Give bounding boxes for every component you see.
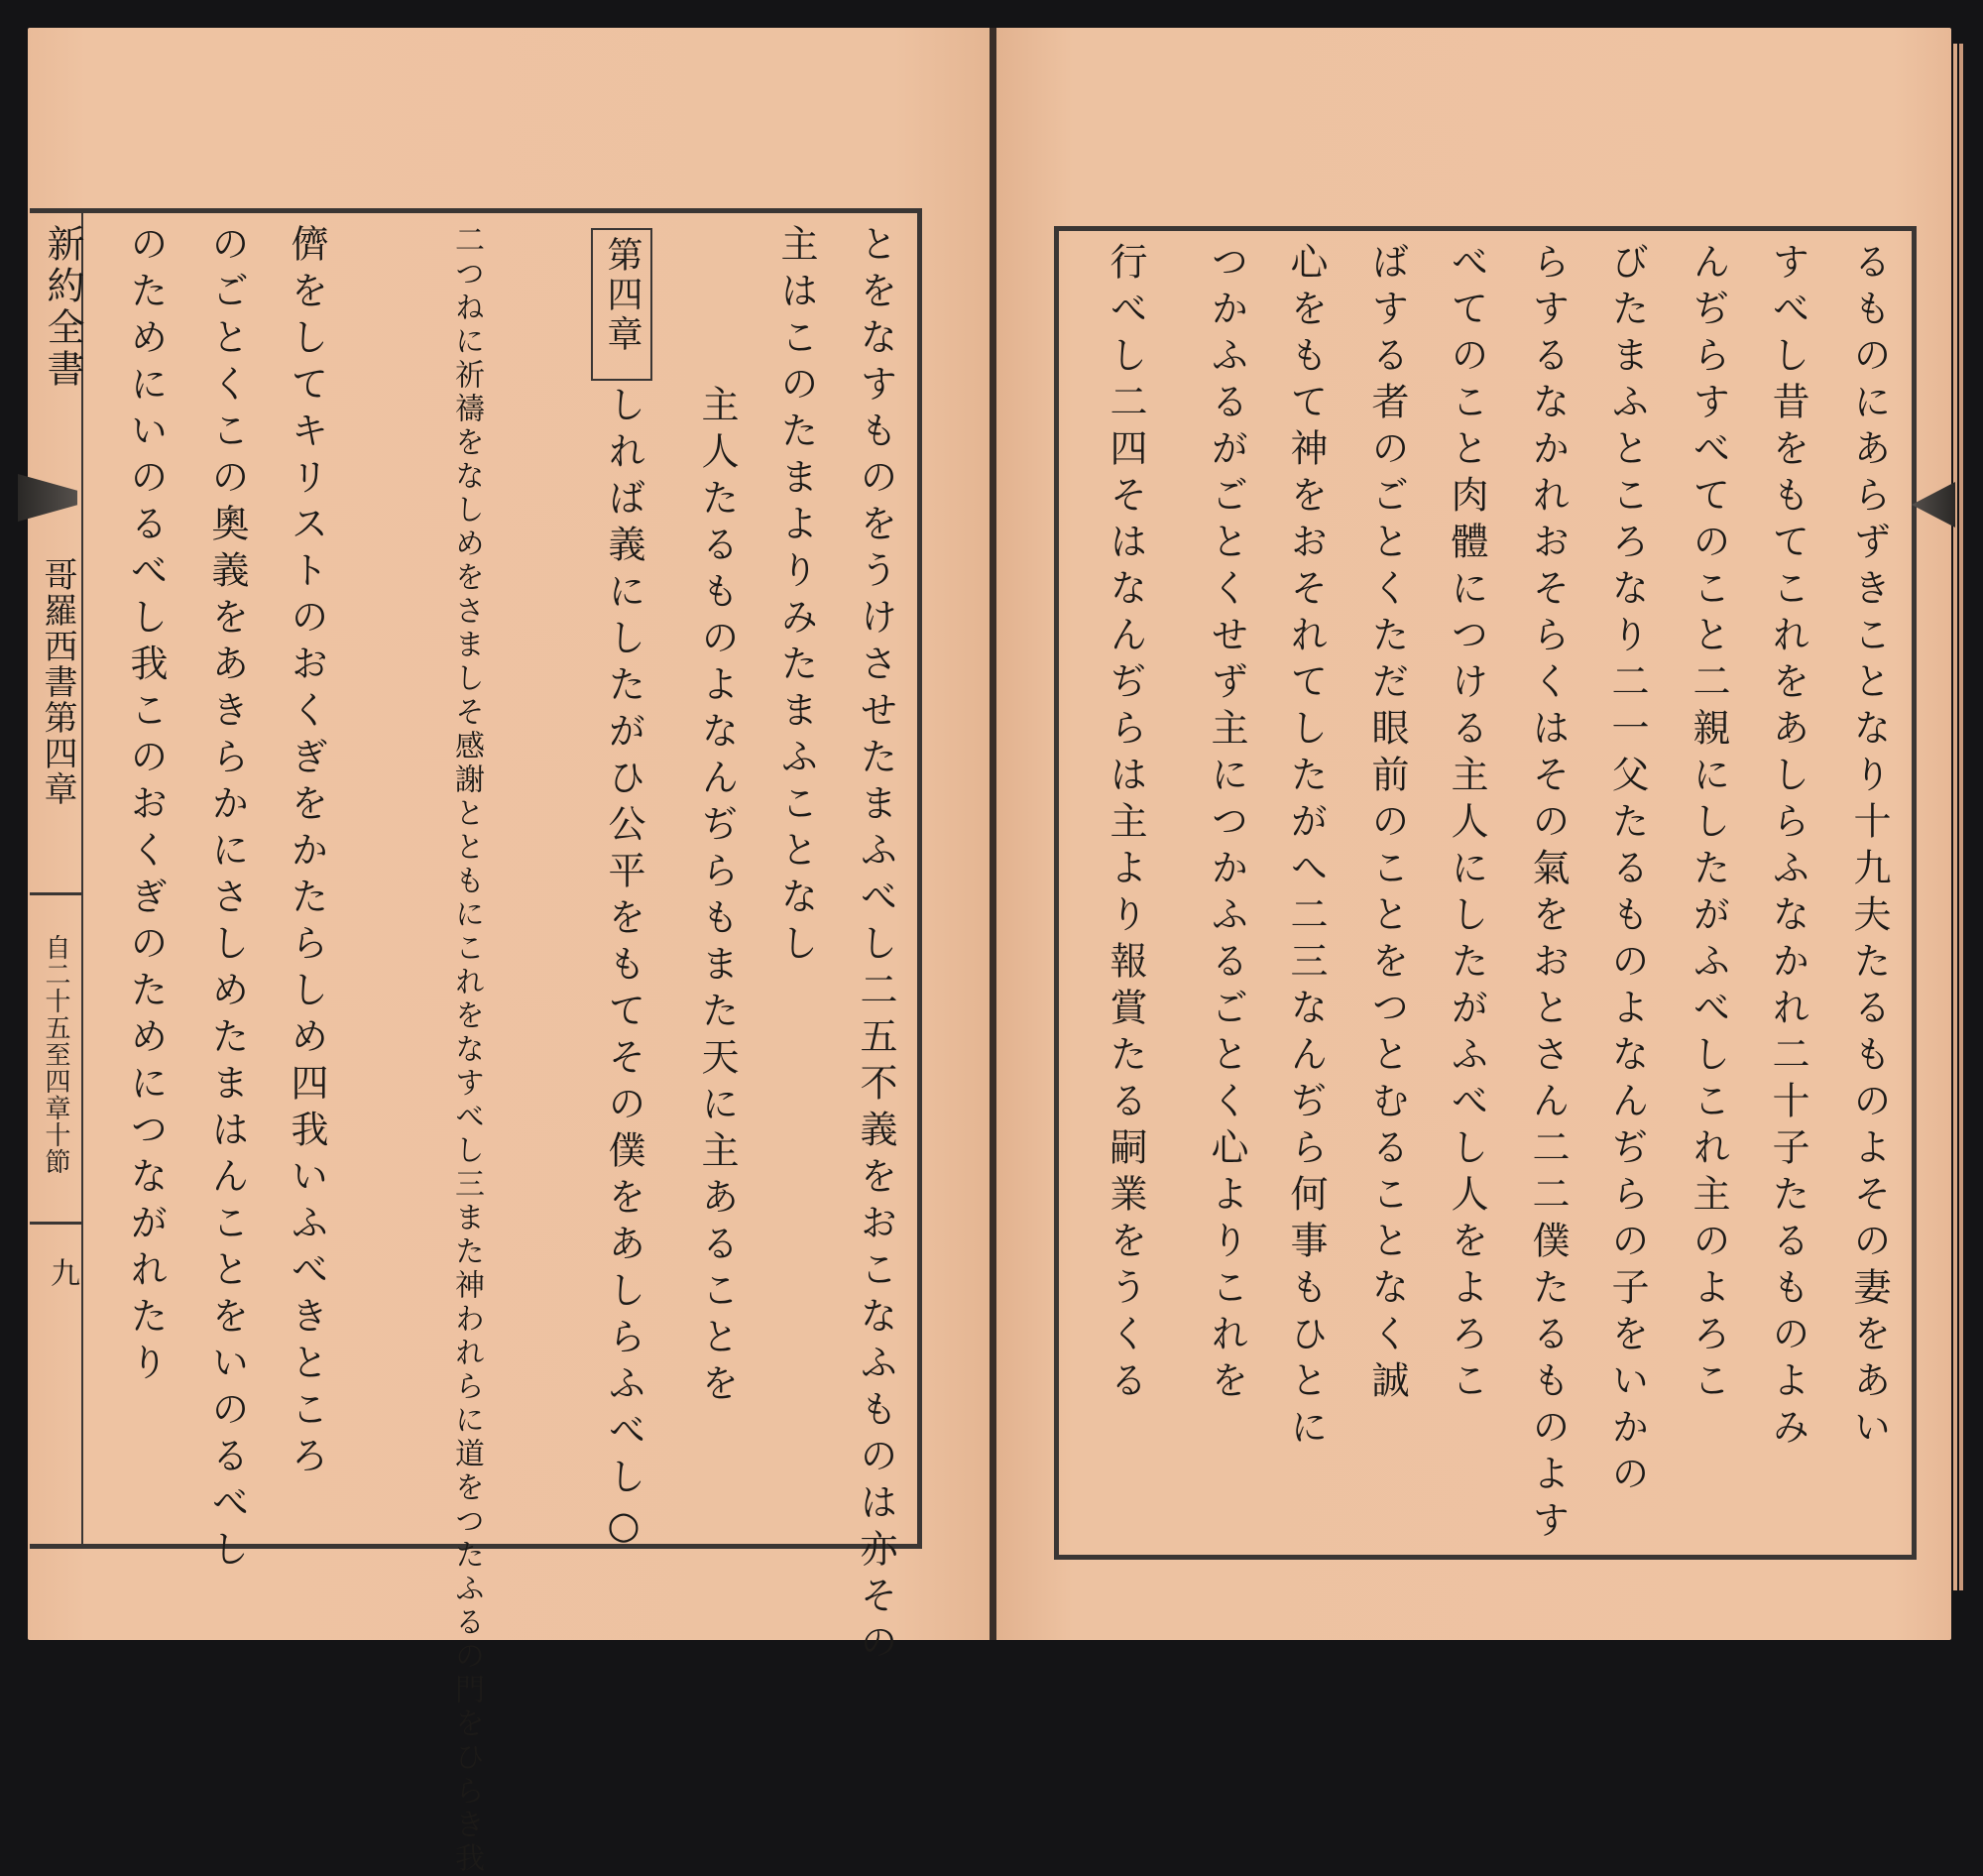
page-edge xyxy=(1953,44,1957,1590)
text-column: べてのこと肉體につける主人にしたがふべし人をよろこ xyxy=(1445,242,1488,1407)
chapter-heading: 第四章 xyxy=(602,236,642,355)
text-column: 二つねに祈禱をなしめをさましそ感謝とともにこれをなすべし三また神われらに道をつたふるの門をひらき我 xyxy=(449,224,484,1876)
folio-number: 九 xyxy=(45,1257,79,1287)
text-column: 行べし二四そはなんぢらは主より報賞たる嗣業をうくる xyxy=(1104,242,1147,1407)
text-column: つかふるがごとくせず主につかふるごとく心よりこれを xyxy=(1205,242,1248,1407)
text-column: しれば義にしたがひ公平をもてその僕をあしらふべし○ xyxy=(602,385,645,1556)
margin-divider xyxy=(30,1222,81,1225)
text-column: びたまふところなり二一父たるものよなんぢらの子をいかの xyxy=(1605,242,1649,1500)
text-column: 主はこのたまよりみたまふことなし xyxy=(774,224,818,970)
text-column: のためにいのるべし我このおくぎのためにつながれたり xyxy=(124,224,168,1389)
text-column: ばする者のごとくただ眼前のことをつとむることなく誠 xyxy=(1365,242,1409,1407)
text-column: とをなすものをうけさせたまふべし二五不義をおこなふものは亦その xyxy=(854,224,897,1669)
text-column: 主人たるものよなんぢらもまた天に主あることを xyxy=(695,385,739,1410)
margin-divider xyxy=(30,892,81,895)
text-column: るものにあらずきことなり十九夫たるものよその妻をあい xyxy=(1847,242,1891,1454)
text-column: 心をもて神をおそれてしたがへ二三なんぢら何事もひとに xyxy=(1284,242,1328,1454)
text-column: らするなかれおそらくはその氣をおとさん二二僕たるものよす xyxy=(1526,242,1570,1547)
running-book-title: 哥羅西書第四章 xyxy=(38,557,77,807)
text-column: のごとくこの奧義をあきらかにさしめたまはんことをいのるべし xyxy=(205,224,249,1576)
text-column: 儕をしてキリストのおくぎをかたらしめ四我いふべきところ xyxy=(285,224,328,1482)
running-title: 新約全書 xyxy=(41,224,84,391)
text-column: すべし昔をもてこれをあしらふなかれ二十子たるものよみ xyxy=(1766,242,1809,1454)
text-column: んぢらすべてのこと二親にしたがふべしこれ主のよろこ xyxy=(1687,242,1730,1407)
page-edge xyxy=(1959,44,1963,1590)
margin-column-divider xyxy=(81,212,83,1545)
running-chapter-range: 自二十五至四章十節 xyxy=(41,934,70,1175)
